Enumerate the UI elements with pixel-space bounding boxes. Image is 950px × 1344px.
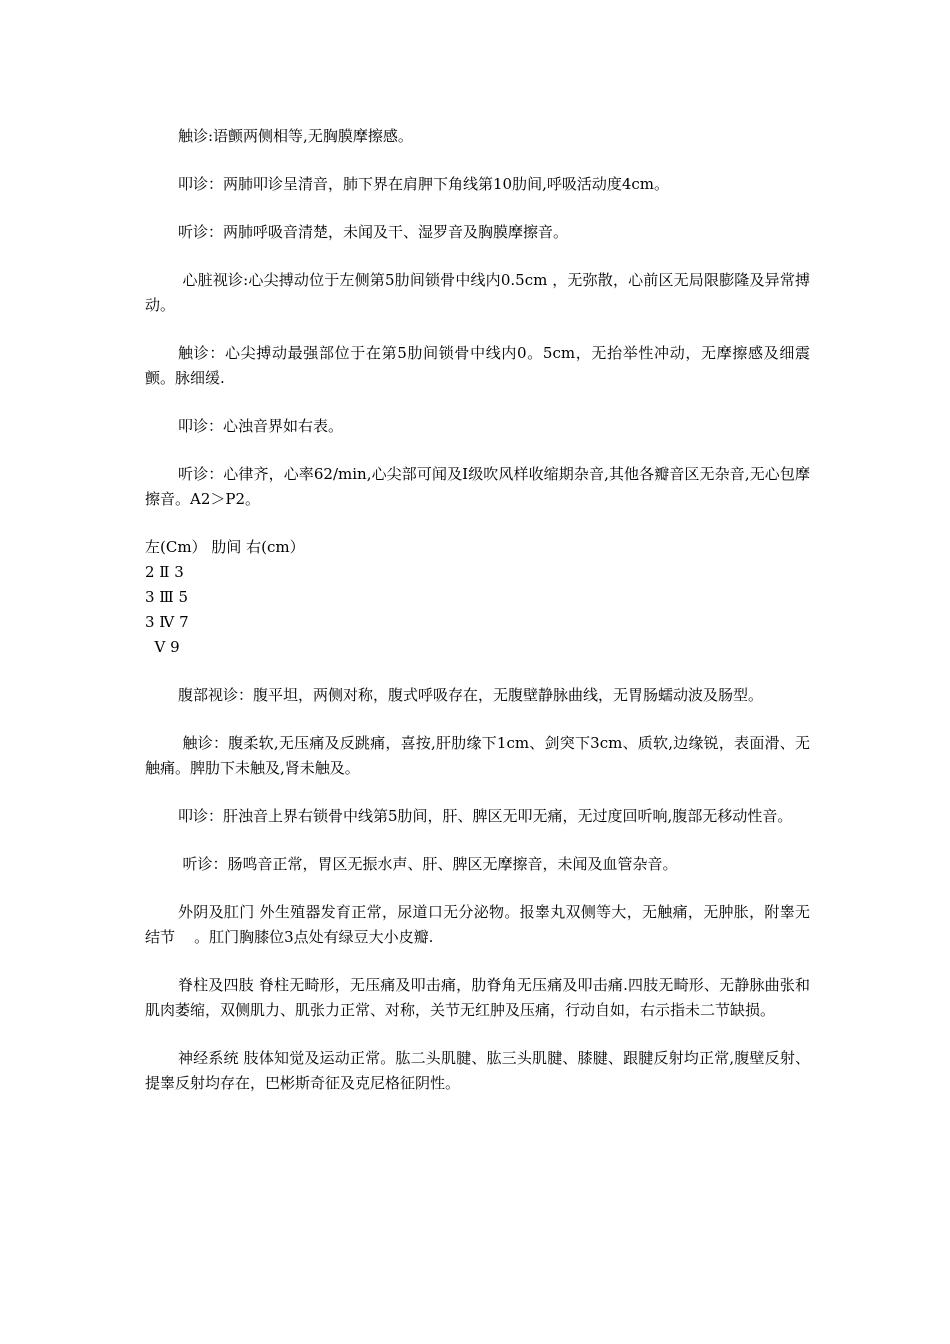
paragraph-abdomen-inspection: 腹部视诊：腹平坦，两侧对称，腹式呼吸存在，无腹壁静脉曲线，无胃肠蠕动波及肠型。: [178, 686, 764, 704]
table-row: 3 Ⅳ 7: [145, 613, 189, 631]
paragraph-abdomen-percussion: 叩诊：肝浊音上界右锁骨中线第5肋间，肝、脾区无叩无痛，无过度回听响,腹部无移动性音。: [178, 807, 793, 825]
paragraph-abdomen-auscultation: 听诊：肠鸣音正常，胃区无振水声、肝、脾区无摩擦音，未闻及血管杂音。: [182, 855, 678, 873]
paragraph-heart-inspection: 心脏视诊:心尖搏动位于左侧第5肋间锁骨中线内0.5cm ，无弥散，心前区无局限膨隆及异常搏动。: [145, 271, 810, 314]
paragraph-heart-palpation: 触诊：心尖搏动最强部位于在第5肋间锁骨中线内0。5cm，无抬举性冲动，无摩擦感及细震颤。脉细缓.: [145, 344, 810, 387]
paragraph-heart-auscultation: 听诊：心律齐，心率62/min,心尖部可闻及Ⅰ级吹风样收缩期杂音,其他各瓣音区无杂音,无心包摩擦音。A2＞P2。: [145, 465, 810, 508]
cardiac-dullness-table: [145, 535, 810, 660]
table-row: Ⅴ 9: [145, 638, 180, 656]
paragraph-genitalia-anus: 外阴及肛门 外生殖器发育正常，尿道口无分泌物。报睾丸双侧等大，无触痛，无肿胀，附睾无结节 。肛门胸膝位3点处有绿豆大小皮瓣.: [145, 903, 810, 946]
paragraph-heart-percussion: 叩诊：心浊音界如右表。: [178, 417, 344, 435]
document-page: [145, 124, 810, 1119]
paragraph-spine-limbs: 脊柱及四肢 脊柱无畸形，无压痛及叩击痛，肋脊角无压痛及叩击痛.四肢无畸形、无静脉曲张和肌肉萎缩，双侧肌力、肌张力正常、对称，关节无红肿及压痛，行动自如，右示指未二节缺损。: [145, 976, 810, 1019]
paragraph-chest-auscultation: 听诊：两肺呼吸音清楚，未闻及干、湿罗音及胸膜摩擦音。: [178, 223, 569, 241]
paragraph-chest-percussion: 叩诊：两肺叩诊呈清音，肺下界在肩胛下角线第10肋间,呼吸活动度4cm。: [178, 175, 670, 193]
table-row: 2 Ⅱ 3: [145, 563, 184, 581]
table-row: 3 Ⅲ 5: [145, 588, 189, 606]
paragraph-chest-palpation: 触诊:语颤两侧相等,无胸膜摩擦感。: [178, 127, 413, 145]
table-header: 左(Cm） 肋间 右(cm）: [145, 538, 305, 556]
paragraph-abdomen-palpation: 触诊：腹柔软,无压痛及反跳痛，喜按,肝肋缘下1cm、剑突下3cm、质软,边缘锐，表面滑、无触痛。脾肋下未触及,肾未触及。: [145, 734, 810, 777]
paragraph-nervous-system: 神经系统 肢体知觉及运动正常。肱二头肌腱、肱三头肌腱、膝腱、跟腱反射均正常,腹壁反射、提睾反射均存在，巴彬斯奇征及克尼格征阴性。: [145, 1049, 810, 1092]
